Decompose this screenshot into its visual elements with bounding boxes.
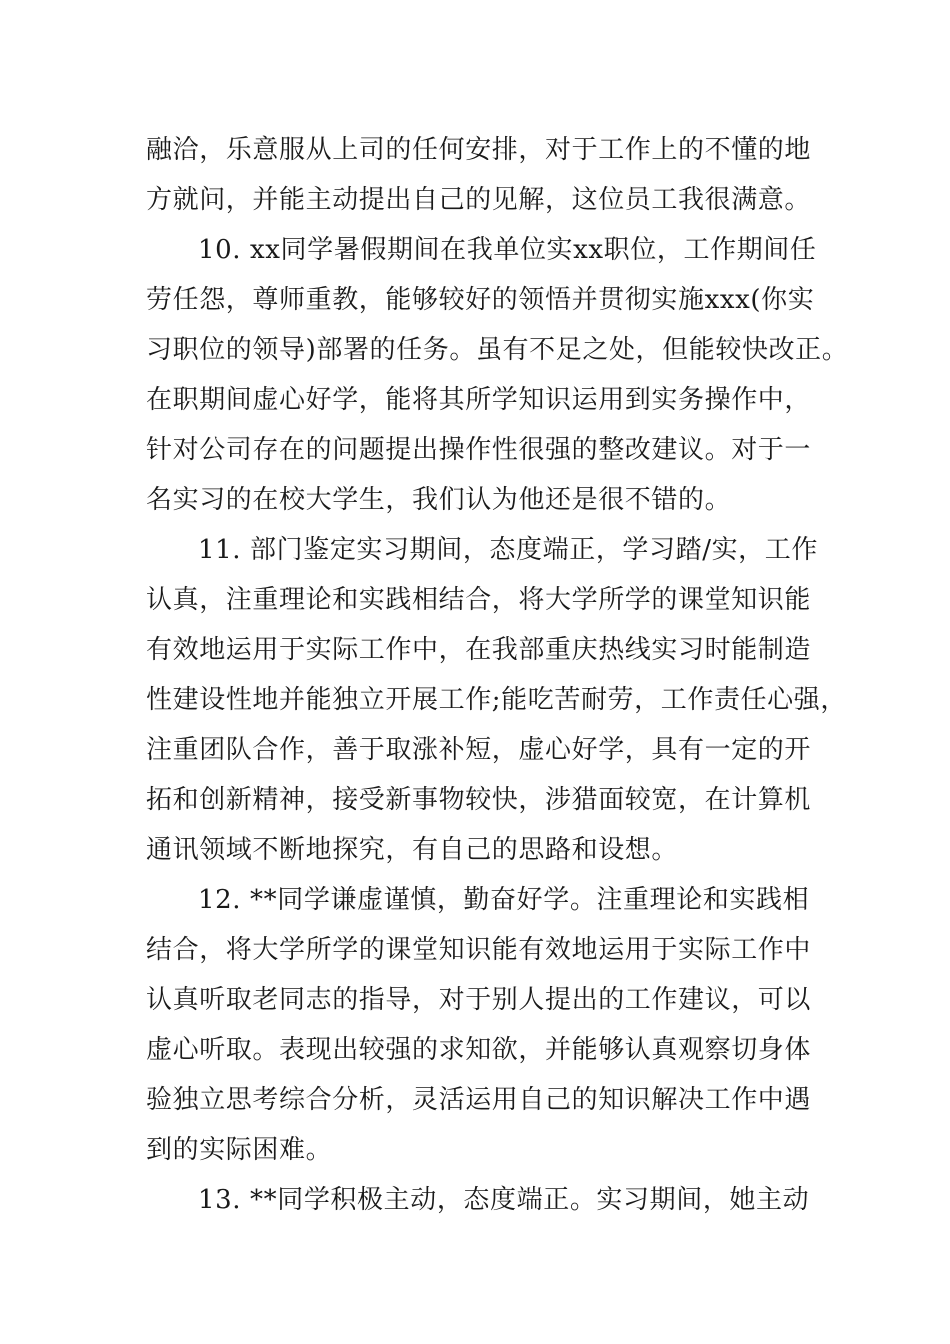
paragraph-12-start: 12. **同学谦虚谨慎，勤奋好学。注重理论和实践相 [198, 885, 810, 915]
paragraph-11-start: 11. 部门鉴定实习期间，态度端正，学习踏/实，工作 [198, 535, 818, 565]
text-line: 结合，将大学所学的课堂知识能有效地运用于实际工作中 [146, 935, 812, 965]
paragraph-13-start: 13. **同学积极主动，态度端正。实习期间，她主动 [198, 1185, 810, 1215]
text-line: 融洽，乐意服从上司的任何安排，对于工作上的不懂的地 [146, 135, 812, 165]
text-line: 性建设性地并能独立开展工作;能吃苦耐劳，工作责任心强， [146, 685, 847, 715]
text-line: 劳任怨，尊师重教，能够较好的领悟并贯彻实施xxx(你实 [146, 285, 815, 315]
text-line: 习职位的领导)部署的任务。虽有不足之处，但能较快改正。 [146, 335, 849, 365]
text-line: 针对公司存在的问题提出操作性很强的整改建议。对于一 [146, 435, 812, 465]
text-line: 名实习的在校大学生，我们认为他还是很不错的。 [146, 485, 732, 515]
text-line: 注重团队合作，善于取涨补短，虚心好学，具有一定的开 [146, 735, 812, 765]
text-line: 验独立思考综合分析，灵活运用自己的知识解决工作中遇 [146, 1085, 812, 1115]
text-line: 通讯领域不断地探究，有自己的思路和设想。 [146, 835, 679, 865]
text-line: 到的实际困难。 [146, 1135, 333, 1165]
text-line: 认真，注重理论和实践相结合，将大学所学的课堂知识能 [146, 585, 812, 615]
text-line: 虚心听取。表现出较强的求知欲，并能够认真观察切身体 [146, 1035, 812, 1065]
text-line: 认真听取老同志的指导，对于别人提出的工作建议，可以 [146, 985, 812, 1015]
paragraph-10-start: 10. xx同学暑假期间在我单位实xx职位，工作期间任 [198, 235, 817, 265]
text-line: 方就问，并能主动提出自己的见解，这位员工我很满意。 [146, 185, 812, 215]
text-line: 拓和创新精神，接受新事物较快，涉猎面较宽，在计算机 [146, 785, 812, 815]
text-line: 在职期间虚心好学，能将其所学知识运用到实务操作中， [146, 385, 812, 415]
text-line: 有效地运用于实际工作中，在我部重庆热线实习时能制造 [146, 635, 812, 665]
